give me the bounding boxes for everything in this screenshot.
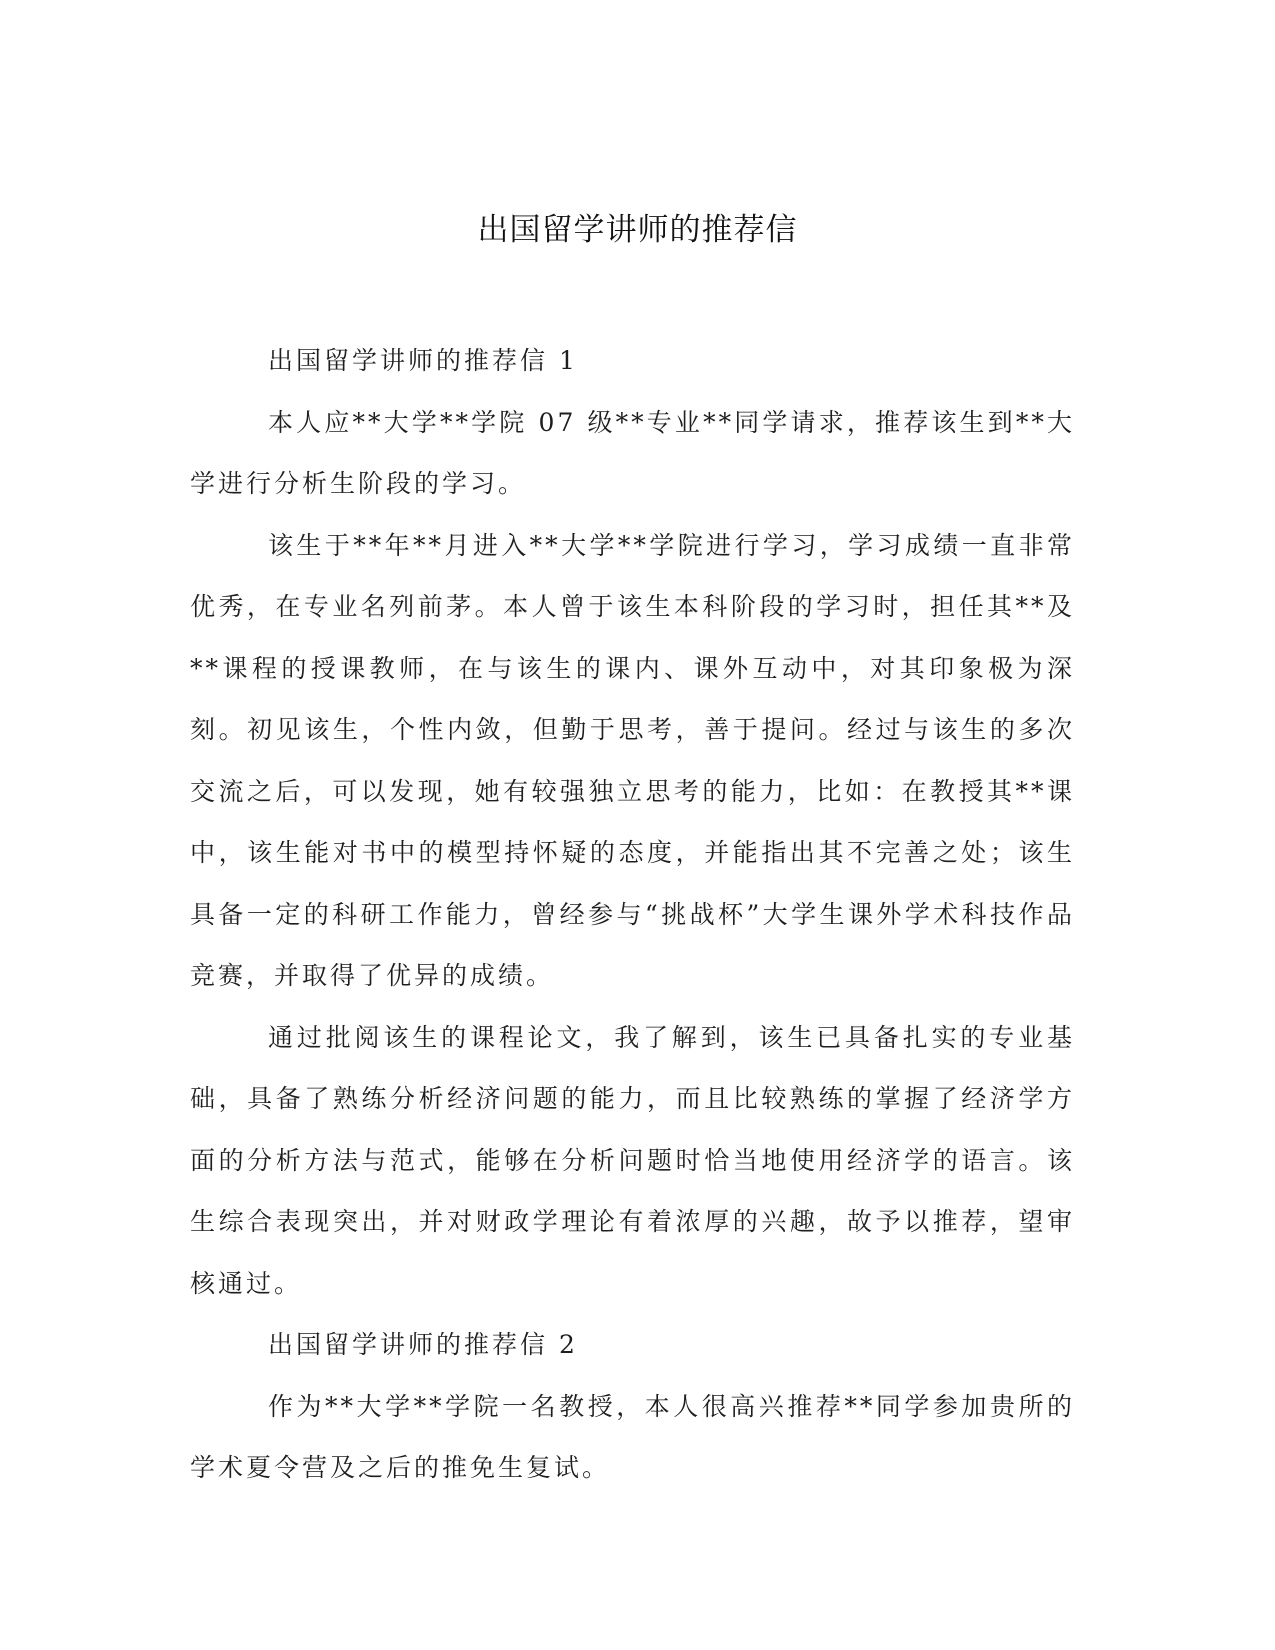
- paragraph-recommendation: 通过批阅该生的课程论文，我了解到，该生已具备扎实的专业基础，具备了熟练分析经济问题的能力，而且比较熟练的掌握了经济学方面的分析方法与范式，能够在分析问题时恰当地使用经济学的语言。该生综合表现突出，并对财政学理论有着浓厚的兴趣，故予以推荐，望审核通过。: [190, 1022, 1075, 1298]
- document-title: 出国留学讲师的推荐信: [477, 212, 798, 248]
- paragraph-performance: 该生于**年**月进入**大学**学院进行学习，学习成绩一直非常优秀，在专业名列前茅。本人曾于该生本科阶段的学习时，担任其**及**课程的授课教师，在与该生的课内、课外互动中，对其印象极为深刻。初见该生，个性内敛，但勤于思考，善于提问。经过与该生的多次交流之后，可以发现，她有较强独立思考的能力，比如：在教授其**课中，该生能对书中的模型持怀疑的态度，并能指出其不完善之处；该生具备一定的科研工作能力，曾经参与“挑战杯”大学生课外学术科技作品竞赛，并取得了优异的成绩。: [190, 530, 1075, 990]
- paragraph-request: 本人应**大学**学院 07 级**专业**同学请求，推荐该生到**大学进行分析生阶段的学习。: [190, 407, 1075, 498]
- paragraph-professor-intro: 作为**大学**学院一名教授，本人很高兴推荐**同学参加贵所的学术夏令营及之后的推免生复试。: [190, 1391, 1075, 1482]
- section-heading-2: 出国留学讲师的推荐信 2: [268, 1330, 578, 1359]
- section-heading-1: 出国留学讲师的推荐信 1: [268, 346, 578, 375]
- document-body: [190, 330, 1075, 1499]
